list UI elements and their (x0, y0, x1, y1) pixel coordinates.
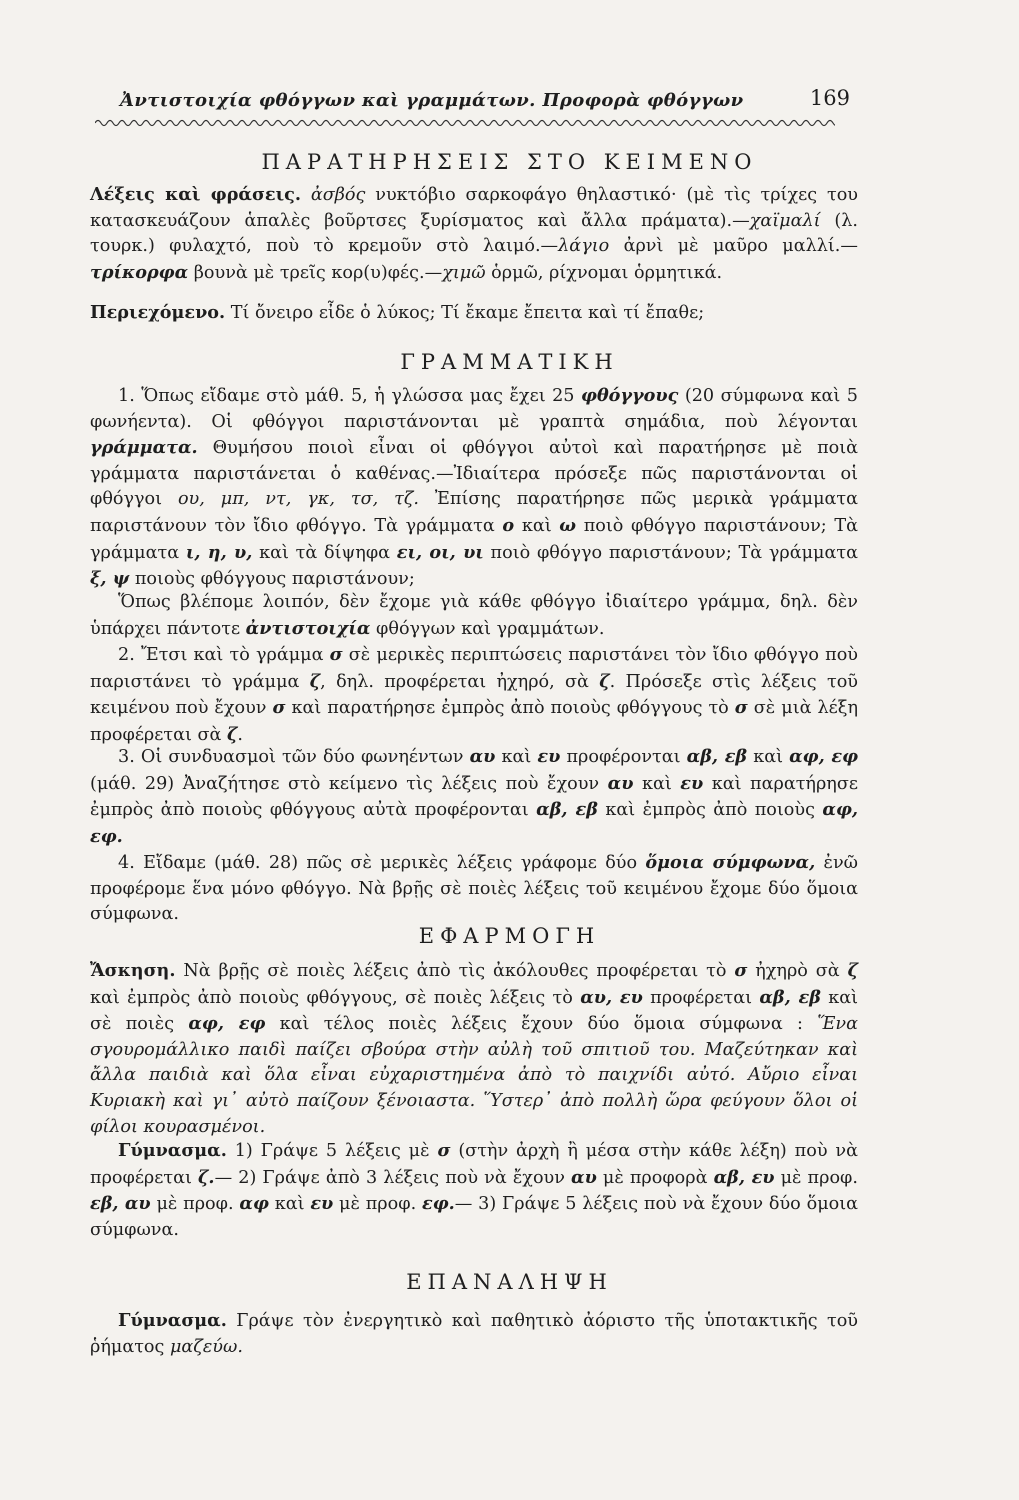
text: Ὅπως βλέπομε λοιπόν, δὲν ἔχομε γιὰ κάθε φθόγγο ἰδιαίτερο γράμμα, δηλ. δὲν ὑπάρχει πάντοτε (90, 592, 858, 639)
paragraph-gymnasma-1 (90, 1138, 858, 1243)
text: μὲ προφ. (774, 1167, 858, 1188)
text: νυκτόβιο σαρκοφάγο θηλαστικό· (μὲ τὶς τρίχες του κατασκευάζουν ἁπαλὲς βοῦρτσες ξυρίσματος καὶ ἄλλα πράματα).— (90, 185, 859, 231)
term: φθόγγους (581, 385, 679, 406)
text: ποιοὺς φθόγγους παριστάνουν; (129, 569, 415, 590)
text: . (237, 724, 243, 745)
term: χαϊμαλί (749, 210, 821, 231)
label-exercise: Ἄσκηση. (90, 960, 176, 981)
text: 3. Οἱ συνδυασμοὶ τῶν δύο φωνηέντων (118, 747, 470, 767)
text: — 2) Γράψε ἀπὸ 3 λέξεις ποὺ νὰ ἔχουν (214, 1167, 572, 1188)
section-title-observations: ΠΑΡΑΤΗΡΗΣΕΙΣ ΣΤΟ ΚΕΙΜΕΝΟ (261, 150, 758, 174)
paragraph-grammar-1b (90, 590, 858, 642)
text: (μάθ. 29) Ἀναζήτησε στὸ κείμενο τὶς λέξεις ποὺ ἔχουν (90, 773, 608, 794)
paragraph-review-gymnasma (90, 1308, 858, 1360)
text: ὁρμῶ, ρίχνομαι ὁρμητικά. (485, 262, 723, 283)
term: αφ (239, 1193, 269, 1215)
text: σὲ μιὰ λέξη προφέρεται σὰ (90, 698, 858, 745)
term: αυ (571, 1166, 597, 1188)
label-content: Περιεχόμενο. (90, 302, 226, 323)
section-title-review: ΕΠΑΝΑΛΗΨΗ (406, 1270, 613, 1294)
term: ἀντιστοιχία (245, 617, 371, 639)
paragraph-grammar-3 (90, 744, 858, 850)
term: αβ, εβ (536, 799, 598, 821)
text: καὶ ἐμπρὸς ἀπὸ ποιοὺς (597, 800, 823, 821)
term: εβ, αυ (90, 1193, 151, 1215)
term: αυ, ευ (580, 986, 643, 1008)
text: Γράψε τὸν ἐνεργητικὸ καὶ παθητικὸ ἀόριστο τῆς ὑποτακτικῆς τοῦ ῥήματος (90, 1311, 858, 1357)
text: Νὰ βρῇς σὲ ποιὲς λέξεις ἀπὸ τὶς ἀκόλουθες προφέρεται τὸ (175, 961, 735, 981)
term: εφ. (422, 1193, 455, 1215)
running-head (120, 88, 850, 118)
text: καὶ ἐμπρὸς ἀπὸ ποιοὺς φθόγγους, σὲ ποιὲς λέξεις τὸ (90, 987, 581, 1008)
term: ζ (226, 723, 238, 745)
term: ο (502, 514, 515, 536)
text: καὶ (747, 747, 790, 767)
term: ἀσβός (310, 185, 366, 205)
text: μὲ προφ. (333, 1194, 422, 1215)
text: προφέρεται (642, 987, 760, 1008)
term: αβ, εβ (759, 986, 821, 1008)
term: ζ (599, 670, 610, 692)
text: προφέρονται (560, 747, 687, 767)
paragraph-grammar-2 (90, 642, 858, 748)
text: μὲ προφ. (150, 1194, 240, 1215)
term: αυ (469, 746, 496, 767)
term: αβ, ευ (713, 1166, 775, 1188)
text: φθόγγων καὶ γραμμάτων. (370, 618, 605, 639)
term: ει, οι, υι (396, 541, 484, 563)
text: ἀρνὶ μὲ μαῦρο μαλλί.— (609, 236, 858, 257)
term: ω (559, 514, 577, 536)
term: λάγιο (558, 236, 610, 257)
text (301, 185, 311, 205)
text: Τί ὄνειρο εἶδε ὁ λύκος; Τί ἔκαμε ἔπειτα καὶ τί ἔπαθε; (225, 303, 705, 323)
text: 2. Ἔτσι καὶ τὸ γράμμα (118, 645, 330, 665)
text: 4. Εἴδαμε (μάθ. 28) πῶς σὲ μερικὲς λέξεις γράφομε δύο (118, 853, 646, 873)
text: καὶ (495, 747, 538, 767)
text: 1) Γράψε 5 λέξεις μὲ (226, 1141, 438, 1161)
page-number: 169 (809, 86, 850, 110)
term: αφ, εφ (789, 746, 859, 767)
text: , δηλ. προφέρεται ἠχηρό, σὰ (320, 671, 600, 692)
exercise-passage: Ἕνα σγουρομάλλικο παιδὶ παίζει σβούρα στὴν αὐλὴ τοῦ σπιτιοῦ του. Μαζεύτηκαν καὶ ἄλλα παιδιὰ καὶ ὅλα εἶναι εὐχαριστημένα ἀπὸ τὸ παιχνίδι αὐτό. Αὔριο εἶναι Κυριακὴ καὶ γι᾽ αὐτὸ παίζουν ξένοιαστα. Ὕστερ᾽ ἀπὸ πολλὴ ὥρα φεύγουν ὅλοι οἱ φίλοι κουρασμένοι. (90, 1014, 858, 1137)
paragraph-grammar-1 (90, 383, 858, 593)
section-title-grammar: ΓΡΑΜΜΑΤΙΚΗ (400, 350, 619, 374)
label-words: Λέξεις καὶ φράσεις. (90, 184, 301, 205)
term: χιμῶ (442, 262, 486, 283)
term: αυ (607, 772, 634, 794)
text: ποιὸ φθόγγο παριστάνουν; Τὰ γράμματα (483, 542, 858, 563)
text: καὶ τέλος ποιὲς λέξεις ἔχουν δύο ὅμοια σύμφωνα : (265, 1014, 818, 1035)
term: σ (272, 697, 286, 719)
term: ευ (537, 746, 561, 767)
label-gymnasma: Γύμνασμα. (118, 1140, 227, 1161)
term: αφ, εφ. (90, 799, 858, 847)
text: σὲ μερικὲς περιπτώσεις παριστάνει τὸν ἴδιο φθόγγο ποὺ παριστάνει τὸ γράμμα (90, 645, 858, 692)
term: ζ. (198, 1166, 215, 1188)
term: μαζεύω. (169, 1336, 243, 1357)
text: καὶ παρατήρησε ἐμπρὸς ἀπὸ ποιοὺς φθόγγους αὐτὰ προφέρονται (90, 773, 858, 821)
text: καὶ (268, 1194, 311, 1215)
text: καὶ σὲ ποιὲς (90, 987, 859, 1035)
term: ευ (310, 1193, 334, 1215)
label-gymnasma: Γύμνασμα. (118, 1310, 227, 1331)
term: αφ, εφ (188, 1013, 266, 1035)
text: 1. Ὅπως εἴδαμε στὸ μάθ. 5, ἡ γλώσσα μας ἔχει 25 (118, 386, 582, 406)
term: ευ (680, 772, 704, 794)
term: σ (734, 960, 748, 981)
term: τρίκορφα (90, 261, 189, 283)
section-title-application: ΕΦΑΡΜΟΓΗ (418, 924, 601, 948)
term: σ (329, 644, 343, 665)
text: Ἐπίσης παρατήρησε πῶς μερικὰ γράμματα παριστάνουν τὸν ἴδιο φθόγγο. Τὰ γράμματα (90, 489, 859, 536)
term: ου, μπ, ντ, γκ, τσ, τζ. (177, 489, 419, 510)
term: σ (437, 1140, 451, 1161)
text: καὶ τὰ δίψηφα (252, 542, 397, 563)
term: σ (734, 697, 748, 719)
term: ι, η, υ, (185, 541, 253, 563)
term: ζ (309, 670, 321, 692)
term: αβ, εβ (686, 746, 748, 767)
text: καὶ παρατήρησε ἐμπρὸς ἀπὸ ποιοὺς φθόγγους τὸ (285, 698, 735, 719)
text: καὶ (514, 515, 560, 536)
text: Θυμήσου ποιοὶ εἶναι οἱ φθόγγοι αὐτοὶ καὶ παρατήρησε μὲ ποιὰ γράμματα παριστάνεται ὁ καθένας.—Ἰδιαίτερα πρόσεξε πῶς παριστάνονται οἱ φθόγγοι (90, 438, 858, 510)
text: (στὴν ἀρχὴ ἢ μέσα στὴν κάθε λέξη) ποὺ νὰ προφέρεται (90, 1141, 858, 1188)
text: ἐνῶ προφέρομε ἕνα μόνο φθόγγο. Νὰ βρῇς σὲ ποιὲς λέξεις τοῦ κειμένου ἔχομε δύο ὅμοια σύμφωνα. (90, 853, 859, 925)
text: (20 σύμφωνα καὶ 5 φωνήεντα). Οἱ φθόγγοι παριστάνονται μὲ γραπτὰ σημάδια, ποὺ λέγονται (90, 386, 858, 432)
term: ὅμοια σύμφωνα, (645, 852, 816, 873)
wavy-rule-divider (95, 116, 835, 130)
text: ἠχηρὸ σὰ (747, 961, 848, 981)
text: — 3) Γράψε 5 λέξεις ποὺ νὰ ἔχουν δύο ὅμοια σύμφωνα. (90, 1194, 858, 1240)
term: γράμματα. (90, 437, 198, 459)
text: μὲ προφορὰ (596, 1167, 714, 1188)
running-head-title: Ἀντιστοιχία φθόγγων καὶ γραμμάτων. Προφορὰ φθόγγων (120, 90, 744, 111)
term: ζ (847, 960, 858, 981)
text: βουνὰ μὲ τρεῖς κορ(υ)φές.— (188, 262, 443, 283)
paragraph-grammar-4 (90, 850, 858, 928)
text: καὶ (633, 773, 681, 794)
paragraph-exercise (90, 958, 858, 1140)
text: (λ. τουρκ.) φυλαχτό, ποὺ τὸ κρεμοῦν στὸ λαιμό.— (90, 210, 858, 257)
paragraph-words-and-phrases (90, 182, 858, 286)
paragraph-content (90, 300, 858, 327)
text: . Πρόσεξε στὶς λέξεις τοῦ κειμένου ποὺ ἔχουν (90, 671, 858, 719)
text: ποιὸ φθόγγο παριστάνουν; Τὰ γράμματα (90, 515, 858, 563)
term: ξ, ψ (90, 568, 130, 590)
